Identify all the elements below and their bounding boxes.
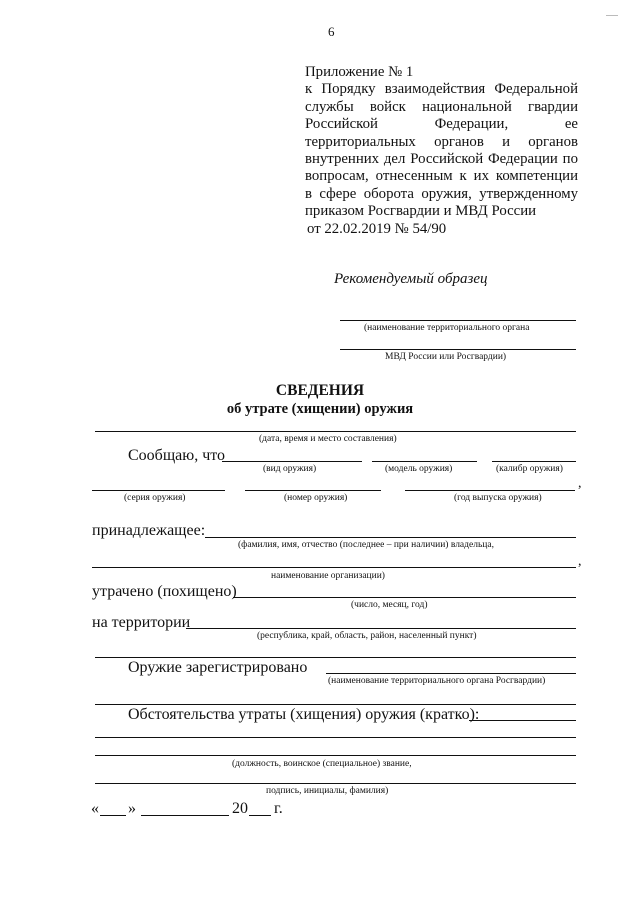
owner-line[interactable]: [205, 537, 576, 538]
recommended-sample: Рекомендуемый образец: [334, 271, 488, 287]
appendix-line: приказом Росгвардии и МВД России: [305, 203, 537, 220]
registered-line[interactable]: [326, 673, 576, 674]
caliber-line[interactable]: [492, 461, 576, 462]
position-caption: (должность, воинское (специальное) звание,: [232, 759, 412, 769]
year-comma: ,: [578, 476, 582, 491]
date-year-line[interactable]: [249, 815, 271, 816]
series-line[interactable]: [92, 490, 225, 491]
weapon-type-line[interactable]: [222, 461, 362, 462]
date-place-caption: (дата, время и место составления): [259, 434, 397, 444]
weapon-model-caption: (модель оружия): [385, 464, 453, 474]
appendix-line: в сфере оборота оружия, утвержденному: [305, 185, 578, 202]
signature-line[interactable]: [95, 783, 576, 784]
appendix-line: Приложение № 1: [305, 64, 414, 80]
territory-label: на территории: [92, 614, 191, 631]
appendix-line: территориальных органов и органов: [305, 133, 578, 150]
year-caption: (год выпуска оружия): [454, 493, 542, 503]
weapon-type-caption: (вид оружия): [263, 464, 317, 474]
doc-title: СВЕДЕНИЯ: [275, 382, 365, 399]
date-month-line[interactable]: [141, 815, 229, 816]
page-number: 6: [328, 24, 335, 39]
organization-caption: наименование организации): [271, 571, 385, 581]
registered-caption: (наименование территориального органа Росгвардии): [328, 676, 546, 686]
circumstances-line-1[interactable]: [469, 720, 576, 721]
date-day-line[interactable]: [100, 815, 126, 816]
number-caption: (номер оружия): [284, 493, 348, 503]
date-place-line[interactable]: [95, 431, 576, 432]
registered-label: Оружие зарегистрировано: [128, 659, 308, 676]
date-close-quote: »: [128, 800, 136, 817]
owner-caption: (фамилия, имя, отчество (последнее – при наличии) владельца,: [238, 540, 494, 550]
territory-extra-line[interactable]: [95, 657, 576, 658]
date-open-quote: «: [91, 800, 99, 817]
lost-date-caption: (число, месяц, год): [351, 600, 428, 610]
series-caption: (серия оружия): [124, 493, 186, 503]
addressee-line-2[interactable]: [340, 349, 576, 350]
year-prefix: 20: [232, 800, 248, 817]
caliber-caption: (калибр оружия): [496, 464, 563, 474]
circumstances-line-2[interactable]: [95, 737, 576, 738]
year-line[interactable]: [405, 490, 575, 491]
organization-comma: ,: [578, 554, 582, 569]
appendix-block: [305, 64, 578, 238]
territory-caption: (республика, край, область, район, населенный пункт): [257, 631, 477, 641]
report-label: Сообщаю, что: [128, 447, 226, 464]
weapon-model-line[interactable]: [372, 461, 477, 462]
number-line[interactable]: [245, 490, 381, 491]
appendix-line: службы войск национальной гвардии: [305, 98, 578, 115]
signature-caption: подпись, инициалы, фамилия): [266, 786, 389, 796]
organization-line[interactable]: [92, 567, 576, 568]
appendix-line: от 22.02.2019 № 54/90: [307, 220, 447, 237]
appendix-line: внутренних дел Российской Федерации по: [305, 150, 578, 167]
appendix-line: Российской Федерации, ее: [305, 116, 578, 133]
addressee-caption-2: МВД России или Росгвардии): [385, 352, 507, 362]
doc-subtitle: об утрате (хищении) оружия: [226, 401, 414, 417]
scan-mark: [606, 15, 618, 16]
circumstances-label: Обстоятельства утраты (хищения) оружия (кратко):: [128, 706, 480, 723]
lost-date-line[interactable]: [233, 597, 576, 598]
addressee-line-1[interactable]: [340, 320, 576, 321]
registered-extra-line[interactable]: [95, 704, 576, 705]
addressee-caption-1: (наименование территориального органа: [364, 323, 530, 333]
lost-label: утрачено (похищено): [92, 583, 237, 600]
circumstances-line-3[interactable]: [95, 755, 576, 756]
territory-line[interactable]: [186, 628, 576, 629]
appendix-line: к Порядку взаимодействия Федеральной: [305, 81, 578, 98]
year-suffix: г.: [274, 800, 283, 817]
appendix-line: вопросам, отнесенным к их компетенции: [305, 168, 578, 185]
owner-label: принадлежащее:: [92, 522, 206, 539]
